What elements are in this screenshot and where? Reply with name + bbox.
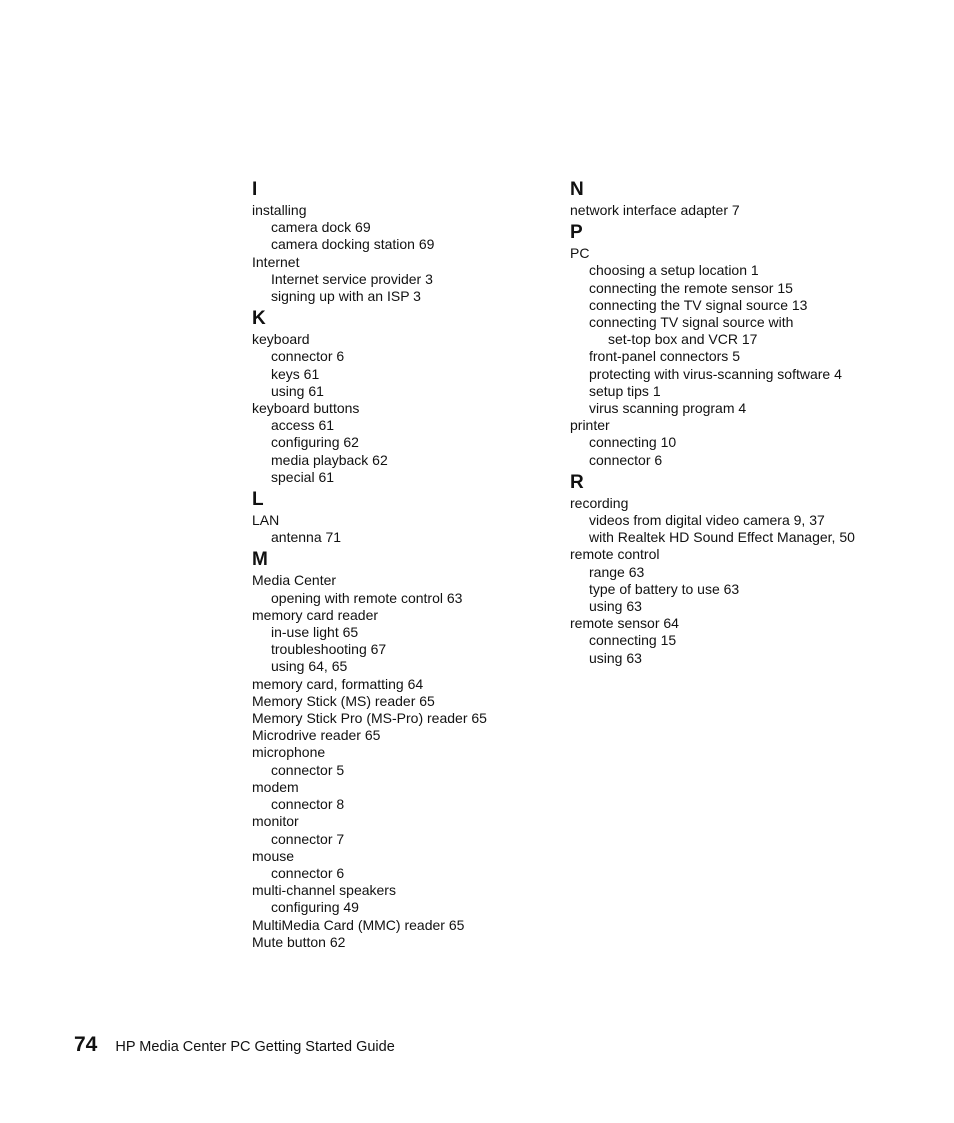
index-section-i	[252, 180, 562, 305]
index-subentry: type of battery to use 63	[589, 580, 740, 597]
index-subentry: signing up with an ISP 3	[271, 288, 421, 305]
index-entry: modem	[252, 778, 299, 795]
index-subentry: using 63	[589, 649, 642, 666]
section-letter: R	[570, 471, 584, 493]
index-subentry: protecting with virus-scanning software 4	[589, 365, 842, 382]
index-entry: LAN	[252, 512, 280, 529]
index-entry: Memory Stick Pro (MS-Pro) reader 65	[252, 710, 487, 727]
index-subentry: connector 6	[271, 348, 345, 365]
index-entry: recording	[570, 494, 629, 511]
index-column-left	[252, 180, 562, 951]
section-letter: N	[570, 179, 584, 200]
index-subentry: connecting 15	[589, 632, 677, 649]
index-entry: Mute button 62	[252, 933, 346, 950]
index-entry: monitor	[252, 813, 299, 830]
index-subentry: using 63	[589, 598, 642, 615]
index-subentry: antenna 71	[271, 529, 342, 546]
page-number: 74	[74, 1033, 98, 1056]
index-section-k	[252, 309, 562, 486]
index-entry: Microdrive reader 65	[252, 727, 381, 744]
index-subentry: connecting the TV signal source 13	[589, 296, 808, 313]
index-subentry: keys 61	[271, 365, 320, 382]
index-subentry: media playback 62	[271, 451, 388, 468]
index-subentry: connector 7	[271, 830, 345, 847]
index-subentry: special 61	[271, 468, 335, 485]
index-section-p	[570, 223, 880, 469]
index-subentry: camera docking station 69	[271, 236, 435, 253]
index-entry: keyboard	[252, 331, 310, 348]
index-entry: multi-channel speakers	[252, 882, 396, 899]
index-subentry: connector 6	[589, 451, 663, 468]
index-section-l	[252, 490, 562, 546]
index-entry: Memory Stick (MS) reader 65	[252, 692, 435, 709]
index-subentry: in-use light 65	[271, 624, 359, 641]
index-subentry: configuring 49	[271, 899, 359, 916]
index-subentry: connecting the remote sensor 15	[589, 279, 793, 296]
index-entry: keyboard buttons	[252, 400, 360, 417]
index-subentry: choosing a setup location 1	[589, 262, 759, 279]
index-subentry: connector 5	[271, 761, 345, 778]
index-subentry: using 61	[271, 382, 324, 399]
index-subentry: troubleshooting 67	[271, 641, 387, 658]
index-subentry: opening with remote control 63	[271, 589, 463, 606]
page-footer	[74, 1033, 395, 1059]
index-subentry: using 64, 65	[271, 658, 348, 675]
index-entry: Media Center	[252, 572, 337, 589]
index-entry: remote control	[570, 546, 660, 563]
index-subentry: front-panel connectors 5	[589, 348, 740, 365]
section-letter: I	[252, 179, 258, 200]
index-subentry: set-top box and VCR 17	[608, 331, 758, 348]
index-subentry: connector 8	[271, 796, 345, 813]
index-subentry: Internet service provider 3	[271, 270, 433, 287]
index-section-r	[570, 473, 880, 667]
index-entry: memory card reader	[252, 606, 379, 623]
index-entry: remote sensor 64	[570, 615, 679, 632]
section-letter: L	[252, 489, 264, 511]
index-entry: printer	[570, 417, 610, 434]
index-subentry: configuring 62	[271, 434, 359, 451]
index-entry: memory card, formatting 64	[252, 675, 424, 692]
index-subentry: connecting 10	[589, 434, 677, 451]
index-subentry: connecting TV signal source with	[589, 314, 794, 331]
book-title: HP Media Center PC Getting Started Guide	[115, 1039, 395, 1055]
index-subentry: setup tips 1	[589, 382, 661, 399]
index-section-n	[570, 180, 880, 219]
index-entry: mouse	[252, 847, 295, 864]
index-column-right	[570, 180, 880, 667]
section-letter: P	[570, 222, 583, 244]
index-entry: MultiMedia Card (MMC) reader 65	[252, 916, 465, 933]
section-letter: K	[252, 308, 266, 330]
index-entry: network interface adapter 7	[570, 202, 740, 218]
index-entry: installing	[252, 202, 307, 218]
index-subentry: connector 6	[271, 864, 345, 881]
index-subentry: with Realtek HD Sound Effect Manager, 50	[589, 529, 855, 546]
index-entry: microphone	[252, 744, 326, 761]
index-entry: Internet	[252, 253, 300, 270]
index-subentry: range 63	[589, 563, 645, 580]
section-letter: M	[252, 549, 268, 571]
index-subentry: virus scanning program 4	[589, 400, 747, 417]
index-subentry: camera dock 69	[271, 219, 371, 236]
index-entry: PC	[570, 245, 590, 262]
index-subentry: videos from digital video camera 9, 37	[589, 512, 825, 529]
index-section-m	[252, 550, 562, 950]
index-subentry: access 61	[271, 417, 335, 434]
